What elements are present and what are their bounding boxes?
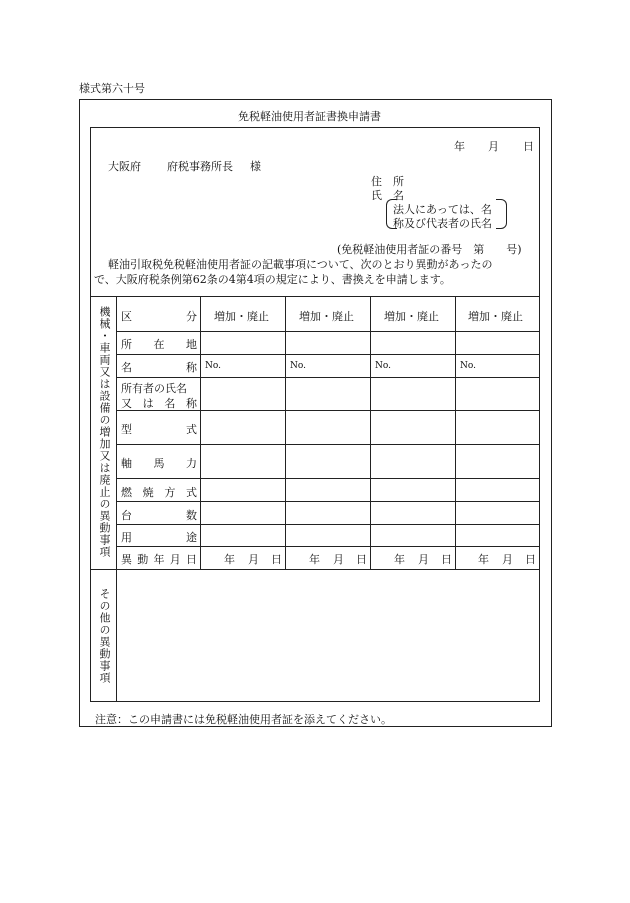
section2-label: その他の異動事項: [98, 588, 111, 684]
corp-note-2: 称及び代表者の氏名: [393, 217, 492, 230]
corp-note-1: 法人にあっては、名: [393, 203, 492, 216]
header-label: 区 分: [121, 310, 197, 323]
change-date-month-4: 月: [502, 553, 513, 566]
row-label-purpose: 用 途: [121, 531, 197, 544]
date-month: 月: [488, 140, 499, 153]
change-date-year-3: 年: [394, 553, 405, 566]
no-field-1[interactable]: No.: [205, 361, 221, 371]
change-date-day-3: 日: [441, 553, 452, 566]
no-field-3[interactable]: No.: [375, 361, 391, 371]
addressee-pref: 大阪府: [108, 160, 141, 173]
addressee-honorific: 様: [250, 160, 261, 173]
column-header-4: 増加・廃止: [468, 310, 523, 323]
column-header-1: 増加・廃止: [214, 310, 269, 323]
footer-note: 注意：この申請書には免税軽油使用者証を添えてください。: [95, 713, 392, 726]
row-label-combustion: 燃 焼 方 式: [121, 486, 197, 499]
no-field-4[interactable]: No.: [460, 361, 476, 371]
other-changes-area[interactable]: [117, 570, 539, 701]
row-label-name: 名 称: [121, 361, 197, 374]
change-date-day-4: 日: [525, 553, 536, 566]
row-label-location: 所 在 地: [121, 338, 197, 351]
change-date-day-1: 日: [271, 553, 282, 566]
body-text-line1: 軽油引取税免税軽油使用者証の記載事項について、次のとおり異動があったの: [108, 258, 493, 271]
form-title: 免税軽油使用者証書換申請書: [238, 110, 381, 123]
certificate-number: (免税軽油使用者証の番号 第 号): [337, 243, 522, 256]
column-header-2: 増加・廃止: [299, 310, 354, 323]
change-date-year-1: 年: [224, 553, 235, 566]
change-date-month-3: 月: [418, 553, 429, 566]
name-label: 氏 名: [371, 189, 404, 202]
change-date-month-1: 月: [248, 553, 259, 566]
row-label-count: 台 数: [121, 509, 197, 522]
change-date-year-2: 年: [309, 553, 320, 566]
row-label-owner-line2: 又 は 名 称: [121, 397, 197, 410]
row-label-model: 型 式: [121, 423, 197, 436]
body-text-line2: で、大阪府税条例第62条の4第4項の規定により、書換えを申請します。: [94, 273, 451, 286]
change-date-day-2: 日: [356, 553, 367, 566]
row-label-horsepower: 軸 馬 力: [121, 457, 197, 470]
date-day: 日: [523, 140, 534, 153]
row-label-owner-line1: 所有者の氏名: [121, 382, 187, 395]
change-date-year-4: 年: [478, 553, 489, 566]
date-year: 年: [454, 140, 465, 153]
section1-label: 機械・車両又は設備の増加又は廃止の異動事項: [98, 306, 111, 558]
column-header-3: 増加・廃止: [384, 310, 439, 323]
row-label-change-date: 異 動 年 月 日: [121, 553, 197, 566]
right-bracket: [496, 199, 507, 229]
address-label: 住 所: [371, 175, 404, 188]
change-date-month-2: 月: [333, 553, 344, 566]
form-number: 様式第六十号: [79, 82, 145, 95]
addressee-office: 府税事務所長: [167, 160, 233, 173]
table-top-line: [90, 296, 540, 297]
no-field-2[interactable]: No.: [290, 361, 306, 371]
